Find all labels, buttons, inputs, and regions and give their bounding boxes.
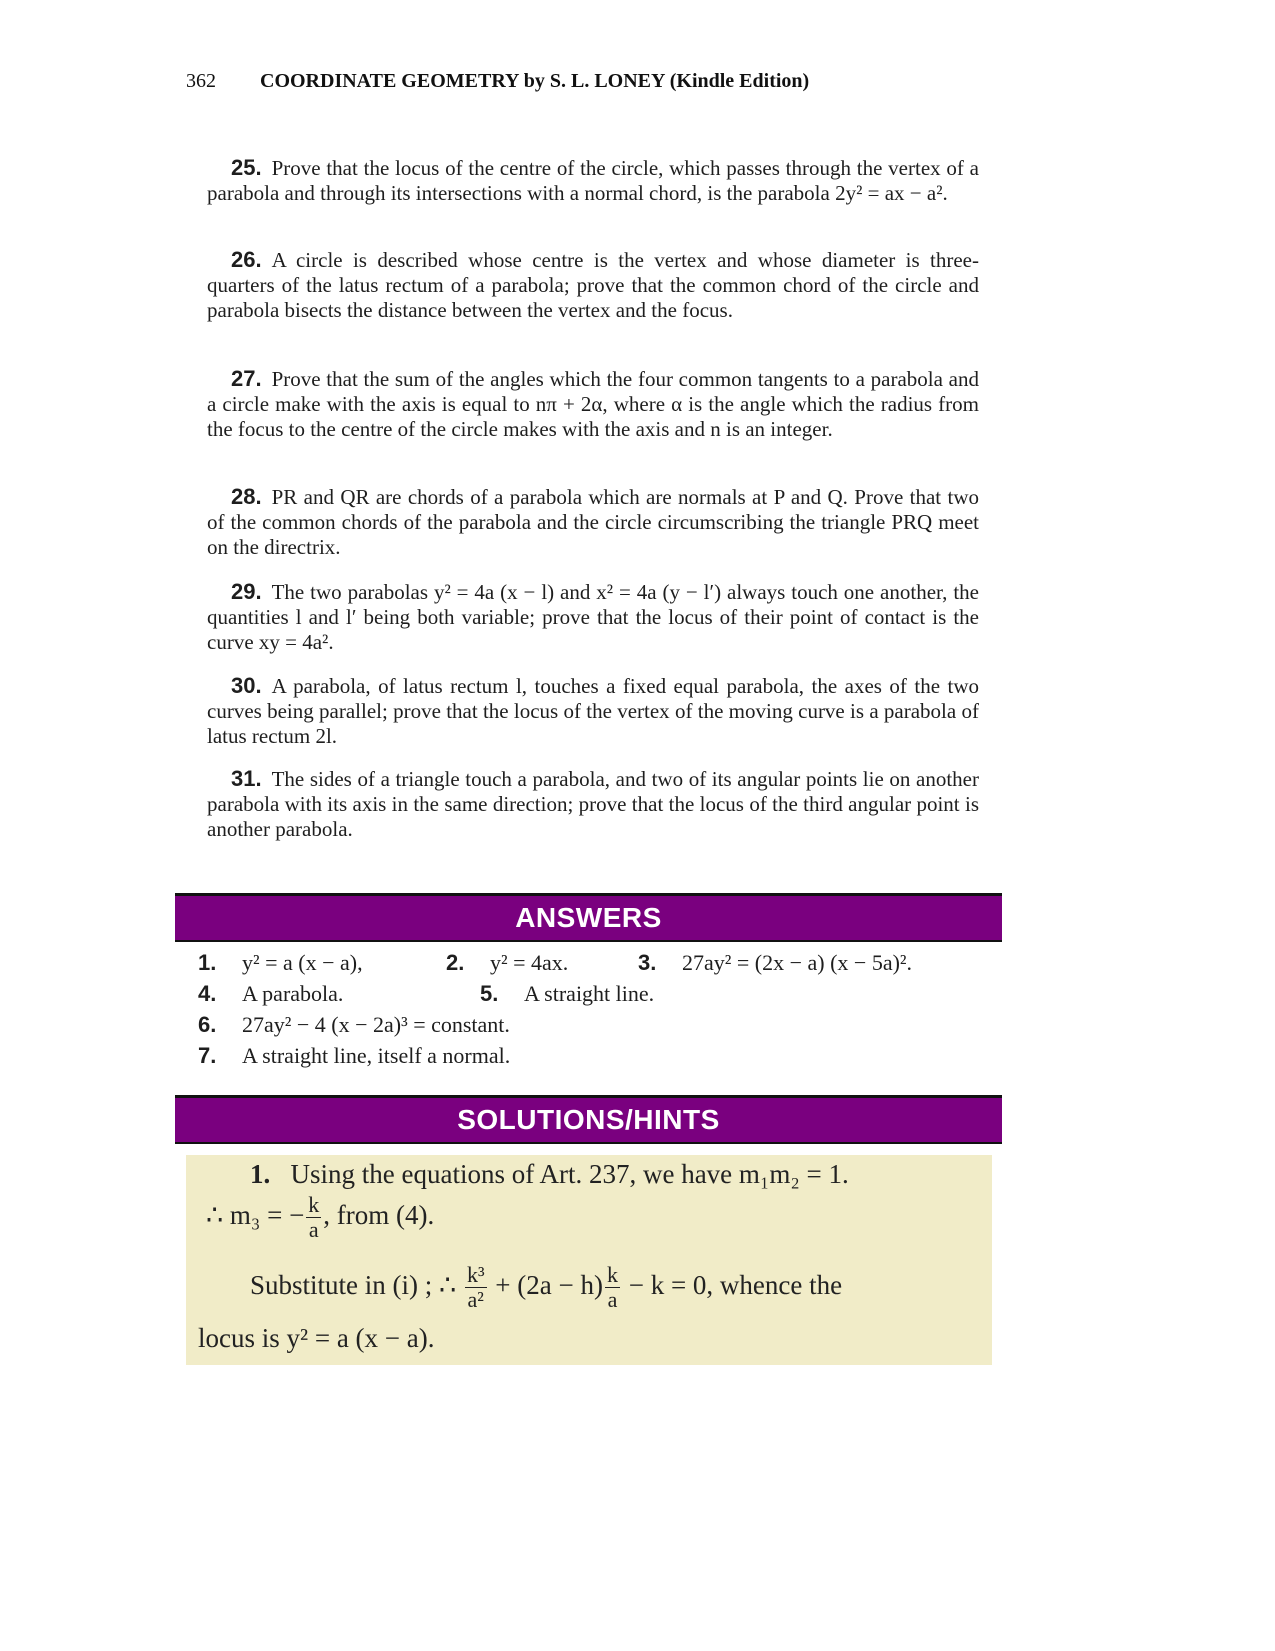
solution-line-1: 1. Using the equations of Art. 237, we have m₁m₂ = 1.: [250, 1159, 849, 1189]
solution-scan: [186, 1155, 992, 1365]
problem-28: 28. PR and QR are chords of a parabola which are normals at P and Q. Prove that two of the common chords of the parabola and the circle circumscribing the triangle PRQ meet on the directrix.: [207, 484, 979, 559]
solution-line-2: ∴ m₃ = − $\frac{k}{a}$ , from (4).: [206, 1192, 435, 1243]
answer-3: 3. 27ay² = (2x − a) (x − 5a)².: [638, 950, 913, 975]
answers-heading: ANSWERS: [175, 893, 1002, 942]
answer-2: 2. y² = 4ax.: [446, 950, 569, 975]
fraction-k-over-a-2: $\frac{k}{a}$: [606, 1262, 618, 1313]
solution-line-3: Substitute in (i) ; ∴ $\frac{\text{k³}}{\text{a²}}$ + (2a − h) $\frac{k}{a}$ − k = 0, whence the: [250, 1262, 843, 1313]
answer-7: 7. A straight line, itself a normal.: [198, 1043, 511, 1068]
problem-30: 30. A parabola, of latus rectum l, touches a fixed equal parabola, the axes of the two curves being parallel; prove that the locus of the vertex of the moving curve is a parabola of latus rectum 2l.: [207, 673, 979, 748]
problem-27: 27. Prove that the sum of the angles which the four common tangents to a parabola and a circle make with the axis is equal to nπ + 2α, where α is the angle which the radius from the focus to the centre of the circle makes with the axis and n is an integer.: [207, 366, 979, 441]
solution-line-4: locus is y² = a (x − a).: [198, 1323, 435, 1353]
answer-6: 6. 27ay² − 4 (x − 2a)³ = constant.: [198, 1012, 510, 1037]
page-header: [186, 70, 809, 93]
fraction-k-over-a: $\frac{k}{a}$: [308, 1192, 320, 1243]
answer-5: 5. A straight line.: [480, 981, 655, 1006]
problem-25: 25. Prove that the locus of the centre of the circle, which passes through the vertex of a parabola and through its intersections with a normal chord, is the parabola 2y² = ax − a².: [207, 155, 979, 205]
problem-26: 26. A circle is described whose centre is the vertex and whose diameter is three-quarters of the latus rectum of a parabola; prove that the common chord of the circle and parabola bisects the distance between the vertex and the focus.: [207, 247, 979, 322]
solutions-heading: SOLUTIONS/HINTS: [175, 1095, 1002, 1144]
answer-1: 1. y² = a (x − a),: [198, 950, 363, 975]
fraction-k3-over-a2: $\frac{\text{k³}}{\text{a²}}$: [466, 1262, 485, 1313]
problem-29: 29. The two parabolas y² = 4a (x − l) and x² = 4a (y − l′) always touch one another, the quantities l and l′ being both variable; prove that the locus of their point of contact is the curve xy = 4a².: [207, 579, 979, 654]
answer-4: 4. A parabola.: [198, 981, 344, 1006]
book-title: COORDINATE GEOMETRY by S. L. LONEY (Kindle Edition): [260, 70, 810, 92]
page-number: 362: [186, 70, 216, 92]
problem-31: 31. The sides of a triangle touch a parabola, and two of its angular points lie on another parabola with its axis in the same direction; prove that the locus of the third angular point is another parabola.: [207, 766, 979, 841]
